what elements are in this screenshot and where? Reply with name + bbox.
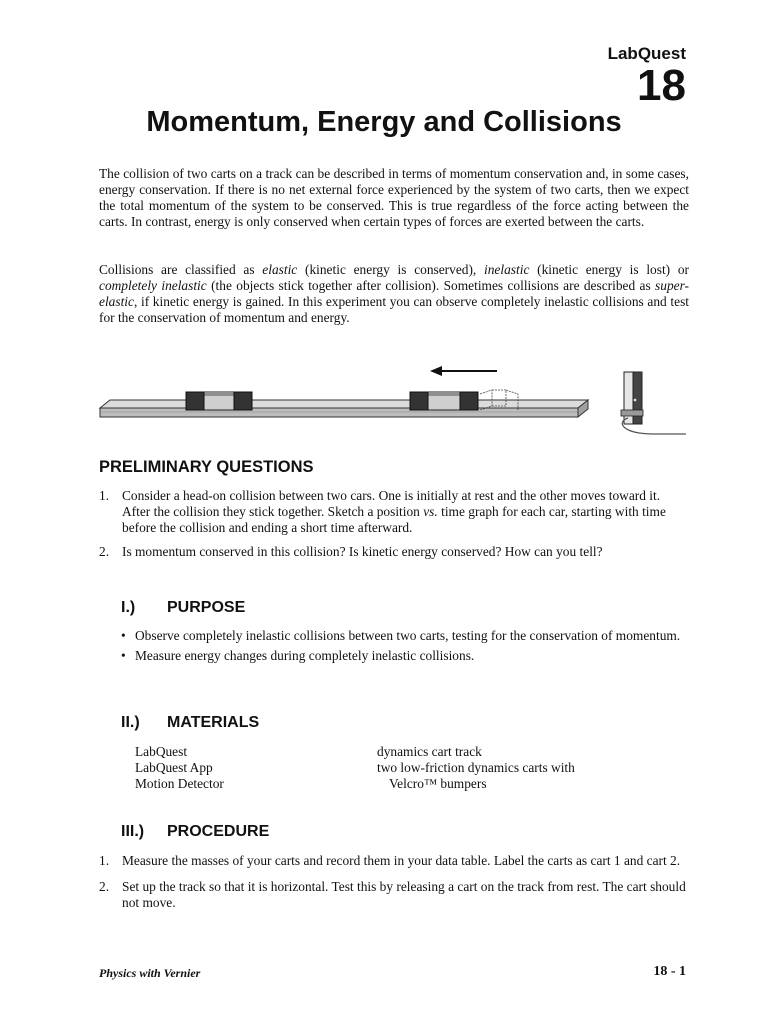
purpose-heading: I.) PURPOSE <box>121 599 246 616</box>
chapter-number: 18 <box>637 61 686 110</box>
list-item: LabQuest <box>135 744 188 759</box>
procedure-list <box>99 853 689 919</box>
materials-left-column <box>135 744 224 792</box>
preliminary-questions-heading: PRELIMINARY QUESTIONS <box>99 458 314 476</box>
series-label: LabQuest <box>607 44 686 63</box>
cart-1 <box>186 392 252 410</box>
preliminary-questions-list <box>99 488 689 568</box>
list-item: 1. Measure the masses of your carts and record them in your data table. Label the carts as cart 1 and cart 2. <box>99 853 681 868</box>
cart-track-illustration <box>94 360 694 442</box>
list-item: 2. Is momentum conserved in this collision? Is kinetic energy conserved? How can you tell? <box>99 544 603 559</box>
list-item: • Measure energy changes during completely inelastic collisions. <box>121 648 475 663</box>
list-item: • Observe completely inelastic collisions between two carts, testing for the conservation of momentum. <box>121 628 681 643</box>
list-item: dynamics cart track <box>377 744 482 759</box>
purpose-list <box>121 628 681 668</box>
page-title: Momentum, Energy and Collisions <box>146 106 622 138</box>
motion-arrow-icon <box>430 366 497 376</box>
list-item: Motion Detector <box>135 776 224 791</box>
intro-paragraph-1: The collision of two carts on a track can be described in terms of momentum conservation and, in some cases, energy conservation. If there is no net external force experienced by the system of two carts, then we expect the total momentum of the system to be conserved. This is true regardless of the force acting between the carts. In contrast, energy is only conserved when certain types of forces are exerted between the carts. <box>99 166 689 229</box>
intro-paragraph-2: Collisions are classified as elastic (kinetic energy is conserved), inelastic (kinetic energy is lost) or completely inelastic (the objects stick together after collision). Sometimes collisions are described as super-elastic, if kinetic energy is gained. In this experiment you can observe completely inelastic collisions and test for the conservation of momentum and energy. <box>99 262 690 325</box>
list-item: 1. Consider a head-on collision between two cars. One is initially at rest and the other moves toward it. After the collision they stick together. Sketch a position vs. time graph for each car, starting with time before the collision and ending a short time afterward. <box>99 488 666 535</box>
list-item: 2. Set up the track so that it is horizontal. Test this by releasing a cart on the track from rest. The cart should not move. <box>99 879 686 910</box>
page-number: 18 - 1 <box>653 964 686 979</box>
materials-right-column <box>377 744 575 792</box>
materials-heading: II.) MATERIALS <box>121 714 260 731</box>
list-item: two low-friction dynamics carts with <box>377 760 575 775</box>
list-item: LabQuest App <box>135 760 213 775</box>
dynamics-track <box>100 400 588 417</box>
motion-detector <box>621 372 686 434</box>
list-item: Velcro™ bumpers <box>389 776 487 791</box>
procedure-heading: III.) PROCEDURE <box>121 823 270 840</box>
footer-book-title: Physics with Vernier <box>99 966 201 980</box>
